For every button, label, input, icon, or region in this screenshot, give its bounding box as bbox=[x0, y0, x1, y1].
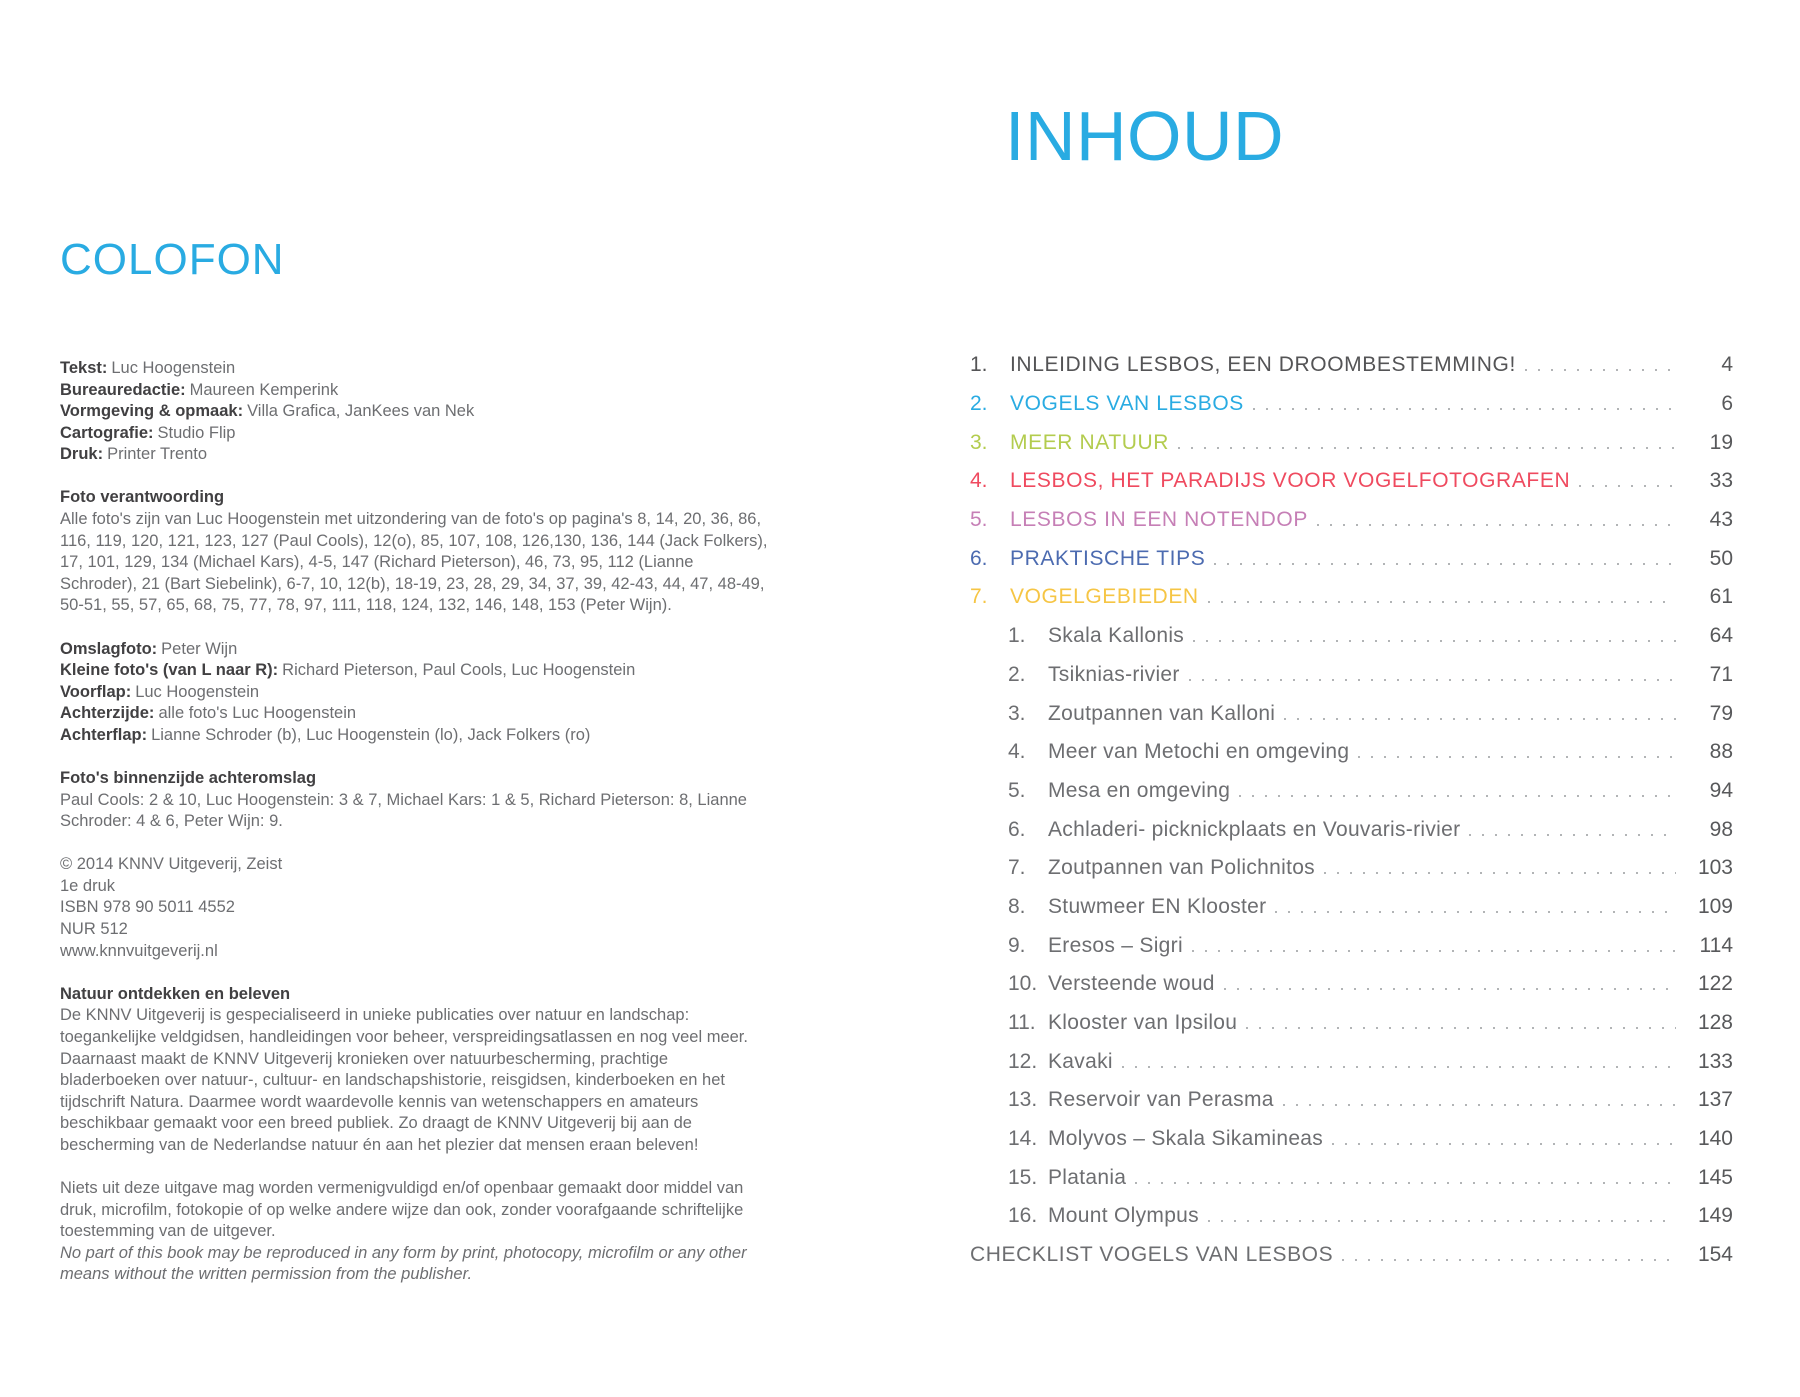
toc-row bbox=[970, 617, 1733, 656]
toc-page-number: 133 bbox=[1697, 1049, 1733, 1073]
toc-entry-number: 10. bbox=[1008, 972, 1038, 996]
credit-value: Villa Grafica, JanKees van Nek bbox=[247, 402, 475, 421]
toc-page-number: 149 bbox=[1697, 1204, 1733, 1228]
credit-label: Kleine foto's (van L naar R): bbox=[60, 661, 279, 680]
dot-leader bbox=[1189, 679, 1676, 681]
toc-page-number: 98 bbox=[1709, 817, 1733, 841]
toc-entry-number: 14. bbox=[1008, 1127, 1038, 1151]
toc-entry-label: Meer van Metochi en omgeving bbox=[1048, 740, 1350, 764]
toc-entry-number: 6. bbox=[970, 546, 988, 570]
toc-page-number: 43 bbox=[1709, 508, 1733, 532]
toc-entry-label: Achladeri- picknickplaats en Vouvaris-rivier bbox=[1048, 817, 1461, 841]
toc-page-number: 137 bbox=[1697, 1088, 1733, 1112]
toc-entry-label: Platania bbox=[1048, 1165, 1127, 1189]
toc-entry-label: MEER NATUUR bbox=[1010, 430, 1170, 454]
toc-row bbox=[970, 810, 1733, 849]
dot-leader bbox=[1469, 834, 1676, 836]
credit-line bbox=[60, 703, 772, 725]
toc-page-number: 61 bbox=[1709, 585, 1733, 609]
photo-credits-heading: Foto verantwoording bbox=[60, 488, 225, 507]
dot-leader bbox=[1332, 1143, 1676, 1145]
credit-label: Bureauredactie: bbox=[60, 380, 186, 399]
toc-entry-number: 16. bbox=[1008, 1204, 1038, 1228]
toc-entry-label: Zoutpannen van Kalloni bbox=[1048, 701, 1276, 725]
toc-row bbox=[970, 733, 1733, 772]
inside-back-cover-block bbox=[60, 768, 772, 833]
inside-back-cover-text: Paul Cools: 2 & 10, Luc Hoogenstein: 3 & 7, Michael Kars: 1 & 5, Richard Pieterson: 8, Lianne Schroder: 4 & 6, Peter Wijn: 9. bbox=[60, 790, 747, 831]
toc-entry-number: 4. bbox=[1008, 740, 1026, 764]
dot-leader bbox=[1283, 1104, 1676, 1106]
credit-label: Cartografie: bbox=[60, 423, 154, 442]
dot-leader bbox=[1214, 563, 1676, 565]
credit-value: Luc Hoogenstein bbox=[135, 682, 260, 701]
toc-page-number: 145 bbox=[1697, 1165, 1733, 1189]
toc-entry-number: 9. bbox=[1008, 933, 1026, 957]
colofon-page bbox=[60, 235, 772, 1307]
toc-row bbox=[970, 539, 1733, 578]
credit-label: Druk: bbox=[60, 445, 104, 464]
toc-page-number: 128 bbox=[1697, 1011, 1733, 1035]
dot-leader bbox=[1208, 1220, 1676, 1222]
toc-row bbox=[970, 656, 1733, 695]
dot-leader bbox=[1358, 756, 1676, 758]
toc-row bbox=[970, 1197, 1733, 1236]
toc-page-number: 71 bbox=[1709, 662, 1733, 686]
toc-page-number: 154 bbox=[1697, 1243, 1733, 1267]
toc-page-number: 140 bbox=[1697, 1127, 1733, 1151]
toc-entry-label: Skala Kallonis bbox=[1048, 624, 1185, 648]
credit-line bbox=[60, 401, 772, 423]
inside-back-cover-heading: Foto's binnenzijde achteromslag bbox=[60, 769, 317, 787]
toc-entry-label: Zoutpannen van Polichnitos bbox=[1048, 856, 1315, 880]
credit-line bbox=[60, 358, 772, 380]
toc-row bbox=[970, 385, 1733, 424]
toc-entry-label: Mesa en omgeving bbox=[1048, 778, 1231, 802]
toc-row bbox=[970, 849, 1733, 888]
toc-page-number: 64 bbox=[1709, 624, 1733, 648]
dot-leader bbox=[1192, 950, 1676, 952]
credit-line bbox=[60, 660, 772, 682]
toc-row bbox=[970, 772, 1733, 811]
about-heading: Natuur ontdekken en beleven bbox=[60, 984, 291, 1003]
credit-label: Omslagfoto: bbox=[60, 639, 158, 658]
credit-value: Lianne Schroder (b), Luc Hoogenstein (lo), Jack Folkers (ro) bbox=[151, 725, 591, 744]
toc-entry-number: 11. bbox=[1008, 1011, 1036, 1035]
toc-entry-number: 12. bbox=[1008, 1049, 1038, 1073]
toc-entry-number: 3. bbox=[970, 430, 988, 454]
dot-leader bbox=[1208, 601, 1676, 603]
toc-entry-label: Tsiknias-rivier bbox=[1048, 662, 1180, 686]
toc-entry-number: 6. bbox=[1008, 817, 1026, 841]
toc-entry-number: 2. bbox=[1008, 662, 1026, 686]
toc-page-number: 4 bbox=[1721, 353, 1733, 377]
toc-page-number: 109 bbox=[1697, 894, 1733, 918]
dot-leader bbox=[1324, 872, 1676, 874]
credit-line bbox=[60, 444, 772, 466]
toc-page-number: 122 bbox=[1697, 972, 1733, 996]
toc-page-number: 50 bbox=[1709, 546, 1733, 570]
dot-leader bbox=[1275, 911, 1676, 913]
toc-entry-number: 13. bbox=[1008, 1088, 1038, 1112]
toc-row bbox=[970, 1042, 1733, 1081]
toc-page-number: 79 bbox=[1709, 701, 1733, 725]
credit-label: Vormgeving & opmaak: bbox=[60, 402, 244, 421]
credit-value: Studio Flip bbox=[157, 423, 236, 442]
rights-text-dutch: Niets uit deze uitgave mag worden vermenigvuldigd en/of openbaar gemaakt door middel van druk, microfilm, fotokopie of op welke andere wijze dan ook, zonder voorafgaande schriftelijke toestemming van de uitgever. bbox=[60, 1179, 744, 1241]
toc-entry-label: LESBOS, HET PARADIJS VOOR VOGELFOTOGRAFEN bbox=[1010, 469, 1571, 493]
toc-entry-number: 7. bbox=[1008, 856, 1026, 880]
toc-entry-label: LESBOS IN EEN NOTENDOP bbox=[1010, 508, 1308, 532]
about-publisher-block bbox=[60, 984, 772, 1157]
toc-entry-number: 15. bbox=[1008, 1165, 1038, 1189]
toc-entry-label: Eresos – Sigri bbox=[1048, 933, 1183, 957]
toc-row bbox=[970, 423, 1733, 462]
publisher-line: www.knnvuitgeverij.nl bbox=[60, 941, 218, 960]
dot-leader bbox=[1135, 1182, 1676, 1184]
toc-entry-number: 1. bbox=[970, 353, 988, 377]
dot-leader bbox=[1193, 640, 1676, 642]
toc-row bbox=[970, 1158, 1733, 1197]
toc-entry-number: 2. bbox=[970, 392, 988, 416]
toc-row bbox=[970, 1120, 1733, 1159]
rights-block bbox=[60, 1178, 772, 1286]
toc-page-number: 103 bbox=[1697, 856, 1733, 880]
colofon-page-title: COLOFON bbox=[60, 235, 285, 284]
photo-credits-block bbox=[60, 487, 772, 617]
credit-value: Richard Pieterson, Paul Cools, Luc Hoogenstein bbox=[282, 661, 636, 680]
toc-row bbox=[970, 926, 1733, 965]
dot-leader bbox=[1525, 369, 1676, 371]
dot-leader bbox=[1122, 1066, 1676, 1068]
toc-entry-label: Stuwmeer EN Klooster bbox=[1048, 894, 1267, 918]
toc-entry-number: 1. bbox=[1008, 624, 1026, 648]
toc-entry-label: VOGELS VAN LESBOS bbox=[1010, 392, 1244, 416]
dot-leader bbox=[1246, 1027, 1676, 1029]
toc-entry-label: VOGELGEBIEDEN bbox=[1010, 585, 1199, 609]
about-text: De KNNV Uitgeverij is gespecialiseerd in unieke publicaties over natuur en landschap: toegankelijke veldgidsen, handleidingen voor beheer, verspreidingsatlassen en nog veel meer. Daarnaast maakt de KNNV Uitgeverij kronieken over natuurbescherming, prachtige bladerboeken over natuur-, cultuur- en landschapshistorie, reisgidsen, kinderboeken en het tijdschrift Natura. Daarmee wordt waardevolle kennis van wetenschappers en amateurs beschikbaar gemaakt voor een breed publiek. Zo draagt de KNNV Uitgeverij bij aan de bescherming van de Nederlandse natuur én aan het plezier dat mensen eraan beleven! bbox=[60, 1006, 748, 1154]
toc-page-number: 6 bbox=[1721, 392, 1733, 416]
publisher-block bbox=[60, 854, 772, 962]
toc-entry-label: PRAKTISCHE TIPS bbox=[1010, 546, 1206, 570]
toc-entry-number: 5. bbox=[970, 508, 988, 532]
publisher-line: NUR 512 bbox=[60, 920, 128, 939]
toc-entry-number: 4. bbox=[970, 469, 988, 493]
dot-leader bbox=[1253, 408, 1676, 410]
toc-entry-number: 5. bbox=[1008, 778, 1026, 802]
credit-line bbox=[60, 682, 772, 704]
toc-page-number: 94 bbox=[1709, 778, 1733, 802]
toc-entry-label: CHECKLIST VOGELS VAN LESBOS bbox=[970, 1243, 1334, 1267]
rights-text-english: No part of this book may be reproduced in any form by print, photocopy, microfilm or any other means without the written permission from the publisher. bbox=[60, 1243, 747, 1284]
toc-entry-label: Mount Olympus bbox=[1048, 1204, 1199, 1228]
photo-credits-text: Alle foto's zijn van Luc Hoogenstein met uitzondering van de foto's op pagina's 8, 14, 20, 36, 86, 116, 119, 120, 121, 123, 127 (Paul Cools), 12(o), 85, 107, 108, 126,130, 136, 144 (Jack Folkers), 17, 101, 129, 134 (Michael Kars), 4-5, 147 (Richard Pieterson), 46, 73, 95, 112 (Lianne Schroder), 21 (Bart Siebelink), 6-7, 10, 12(b), 18-19, 23, 28, 29, 34, 37, 39, 42-43, 44, 47, 48-49, 50-51, 55, 57, 65, 68, 75, 77, 78, 97, 111, 118, 124, 132, 146, 148, 153 (Peter Wijn). bbox=[60, 510, 768, 615]
credit-value: Peter Wijn bbox=[161, 639, 238, 658]
toc-entry-label: Kavaki bbox=[1048, 1049, 1113, 1073]
toc-entry-label: Molyvos – Skala Sikamineas bbox=[1048, 1127, 1324, 1151]
credit-label: Tekst: bbox=[60, 359, 108, 377]
toc-row bbox=[970, 501, 1733, 540]
toc-page-number: 114 bbox=[1699, 933, 1733, 957]
publisher-line: ISBN 978 90 5011 4552 bbox=[60, 898, 235, 917]
toc-entry-label: INLEIDING LESBOS, EEN DROOMBESTEMMING! bbox=[1010, 353, 1516, 377]
credit-line bbox=[60, 423, 772, 445]
dot-leader bbox=[1178, 447, 1676, 449]
toc-row bbox=[970, 965, 1733, 1004]
dot-leader bbox=[1284, 718, 1676, 720]
dot-leader bbox=[1342, 1259, 1676, 1261]
credits-block bbox=[60, 358, 772, 466]
toc-page-number: 33 bbox=[1709, 469, 1733, 493]
dot-leader bbox=[1224, 988, 1676, 990]
credit-label: Achterflap: bbox=[60, 725, 148, 744]
credit-label: Achterzijde: bbox=[60, 704, 155, 723]
toc-row bbox=[970, 1004, 1733, 1043]
toc-entry-number: 3. bbox=[1008, 701, 1026, 725]
toc-entry-label: Versteende woud bbox=[1048, 972, 1215, 996]
dot-leader bbox=[1317, 524, 1676, 526]
toc-entry-label: Reservoir van Perasma bbox=[1048, 1088, 1274, 1112]
credit-line bbox=[60, 639, 772, 661]
inhoud-page-title: INHOUD bbox=[1005, 97, 1285, 175]
publisher-line: © 2014 KNNV Uitgeverij, Zeist bbox=[60, 855, 283, 874]
toc-row bbox=[970, 1236, 1733, 1275]
toc-page-number: 19 bbox=[1709, 430, 1733, 454]
cover-credits-block bbox=[60, 639, 772, 747]
credit-line bbox=[60, 380, 772, 402]
table-of-contents bbox=[970, 346, 1733, 1275]
credit-label: Voorflap: bbox=[60, 682, 132, 701]
toc-row bbox=[970, 462, 1733, 501]
toc-row bbox=[970, 1081, 1733, 1120]
toc-entry-number: 8. bbox=[1008, 894, 1026, 918]
toc-row bbox=[970, 888, 1733, 927]
credit-value: Printer Trento bbox=[107, 445, 208, 464]
credit-value: Luc Hoogenstein bbox=[111, 359, 236, 377]
toc-page-number: 88 bbox=[1709, 740, 1733, 764]
credit-value: Maureen Kemperink bbox=[189, 380, 339, 399]
toc-row bbox=[970, 694, 1733, 733]
toc-entry-number: 7. bbox=[970, 585, 988, 609]
credit-line bbox=[60, 725, 772, 747]
dot-leader bbox=[1239, 795, 1676, 797]
dot-leader bbox=[1579, 485, 1676, 487]
credit-value: alle foto's Luc Hoogenstein bbox=[158, 704, 357, 723]
toc-row bbox=[970, 578, 1733, 617]
toc-row bbox=[970, 346, 1733, 385]
publisher-line: 1e druk bbox=[60, 876, 116, 895]
toc-entry-label: Klooster van Ipsilou bbox=[1048, 1011, 1238, 1035]
